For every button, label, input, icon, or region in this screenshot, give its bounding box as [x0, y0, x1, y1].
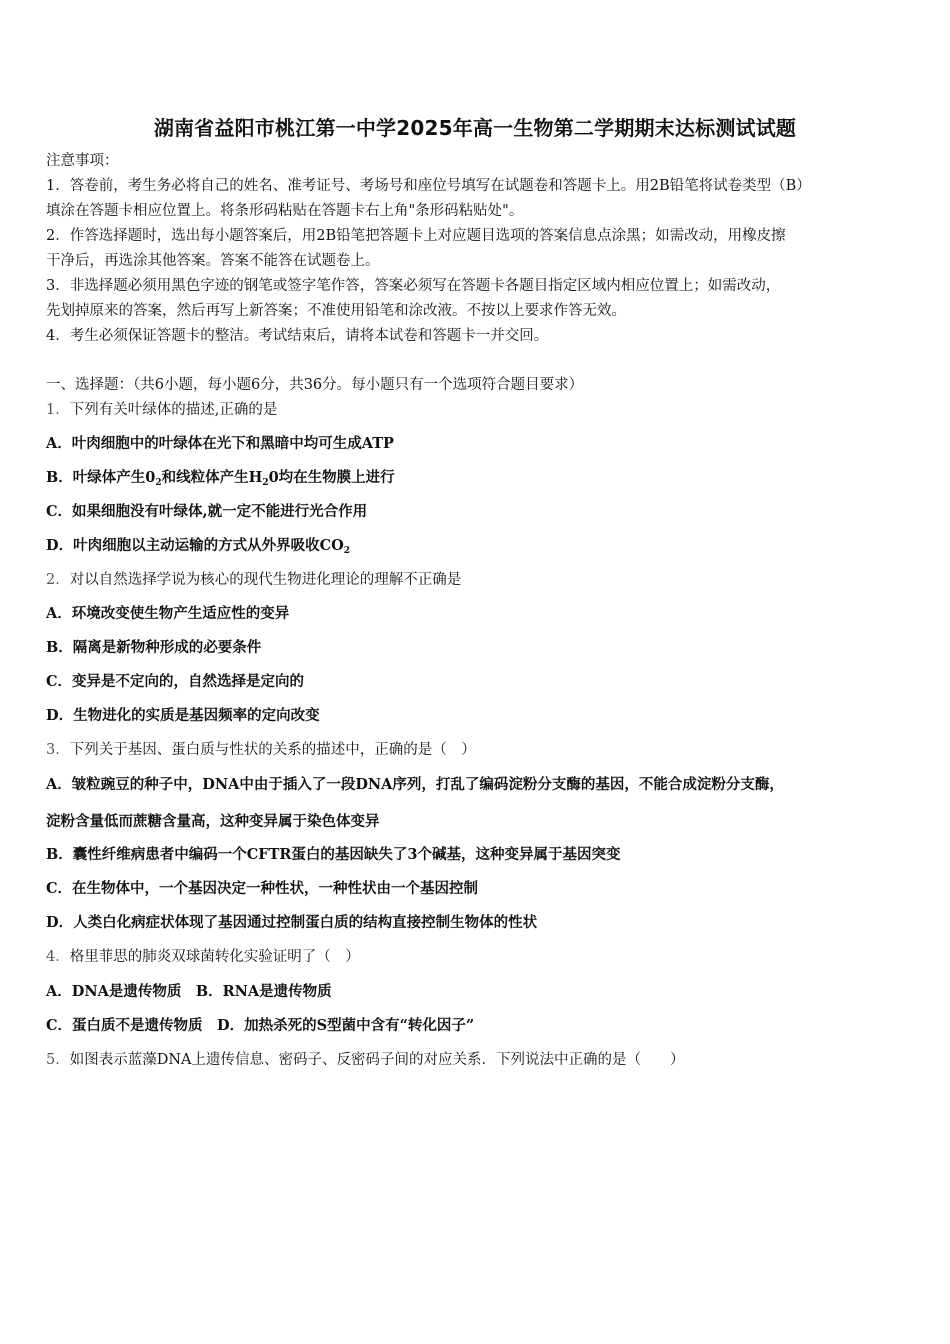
option-c: C．变异是不定向的，自然选择是定向的 [46, 673, 305, 690]
option-a: A．叶肉细胞中的叶绿体在光下和黑暗中均可生成ATP [46, 435, 394, 452]
question-stem [46, 400, 916, 420]
subscript: 2 [262, 478, 269, 488]
question-stem [46, 740, 916, 760]
option-text: 和线粒体产生H [161, 469, 263, 486]
notice-line: 先划掉原来的答案，然后再写上新答案；不准使用铅笔和涂改液。不按以上要求作答无效。 [46, 303, 626, 319]
option-c: C．在生物体中，一个基因决定一种性状，一种性状由一个基因控制 [46, 880, 479, 897]
notice-line: 3．非选择题必须用黑色字迹的钢笔或签字笔作答，答案必须写在答题卡各题目指定区域内相应位置上；如需改动， [46, 278, 781, 294]
question-stem [46, 570, 916, 590]
question-text: 下列关于基因、蛋白质与性状的关系的描述中，正确的是（ ） [69, 742, 476, 758]
option-b: B．囊性纤维病患者中编码一个CFTR蛋白的基因缺失了3个碱基，这种变异属于基因突变 [46, 846, 621, 863]
option-a: A．皱粒豌豆的种子中，DNA中由于插入了一段DNA序列，打乱了编码淀粉分支酶的基因，不能合成淀粉分支酶， [46, 776, 784, 793]
question-text: 下列有关叶绿体的描述,正确的是 [69, 402, 278, 418]
notice-line: 填涂在答题卡相应位置上。将条形码粘贴在答题卡右上角"条形码粘贴处"。 [46, 203, 524, 219]
question-number: 4． [46, 949, 70, 965]
option-text: D．叶肉细胞以主动运输的方式从外界吸收CO [46, 537, 344, 554]
notice-line: 1．答卷前，考生务必将自己的姓名、准考证号、考场号和座位号填写在试题卷和答题卡上。用2B铅笔将试卷类型（B） [46, 178, 811, 194]
option-a-continued: 淀粉含量低而蔗糖含量高，这种变异属于染色体变异 [46, 813, 380, 830]
option-d: D．生物进化的实质是基因频率的定向改变 [46, 707, 320, 724]
notice-line: 4．考生必须保证答题卡的整洁。考试结束后，请将本试卷和答题卡一并交回。 [46, 328, 549, 344]
option-d [46, 536, 916, 556]
notice-line: 干净后，再选涂其他答案。答案不能答在试题卷上。 [46, 253, 380, 269]
question-text: 对以自然选择学说为核心的现代生物进化理论的理解不正确是 [69, 572, 462, 588]
question-number: 1． [46, 402, 70, 418]
notice-line: 2．作答选择题时，选出每小题答案后，用2B铅笔把答题卡上对应题目选项的答案信息点涂黑；如需改动，用橡皮擦 [46, 228, 786, 244]
option-b [46, 468, 916, 488]
option-d: D．人类白化病症状体现了基因通过控制蛋白质的结构直接控制生物体的性状 [46, 914, 538, 931]
question-text: 格里菲思的肺炎双球菌转化实验证明了（ ） [69, 949, 360, 965]
option-c: C．如果细胞没有叶绿体,就一定不能进行光合作用 [46, 503, 368, 520]
question-number: 5． [46, 1052, 70, 1068]
subscript: 2 [343, 546, 351, 556]
option-c-d: C．蛋白质不是遗传物质 D．加热杀死的S型菌中含有“转化因子” [46, 1017, 475, 1034]
question-text: 如图表示蓝藻DNA上遗传信息、密码子、反密码子间的对应关系．下列说法中正确的是（ ） [69, 1052, 685, 1068]
option-a: A．环境改变使生物产生适应性的变异 [46, 605, 290, 622]
question-stem [46, 947, 916, 967]
option-a-b: A．DNA是遗传物质 B．RNA是遗传物质 [46, 983, 332, 1000]
question-number: 2． [46, 572, 70, 588]
question-stem [46, 1050, 916, 1070]
option-text: 0均在生物膜上进行 [268, 469, 395, 486]
subscript: 2 [155, 478, 162, 488]
page-title: 湖南省益阳市桃江第一中学2025年高一生物第二学期期末达标测试试题 [153, 116, 797, 140]
option-b: B．隔离是新物种形成的必要条件 [46, 639, 262, 656]
option-text: B．叶绿体产生0 [46, 469, 156, 486]
notice-heading: 注意事项： [46, 153, 119, 169]
section-heading: 一、选择题：（共6小题，每小题6分，共36分。每小题只有一个选项符合题目要求） [46, 377, 584, 393]
question-number: 3． [46, 742, 70, 758]
